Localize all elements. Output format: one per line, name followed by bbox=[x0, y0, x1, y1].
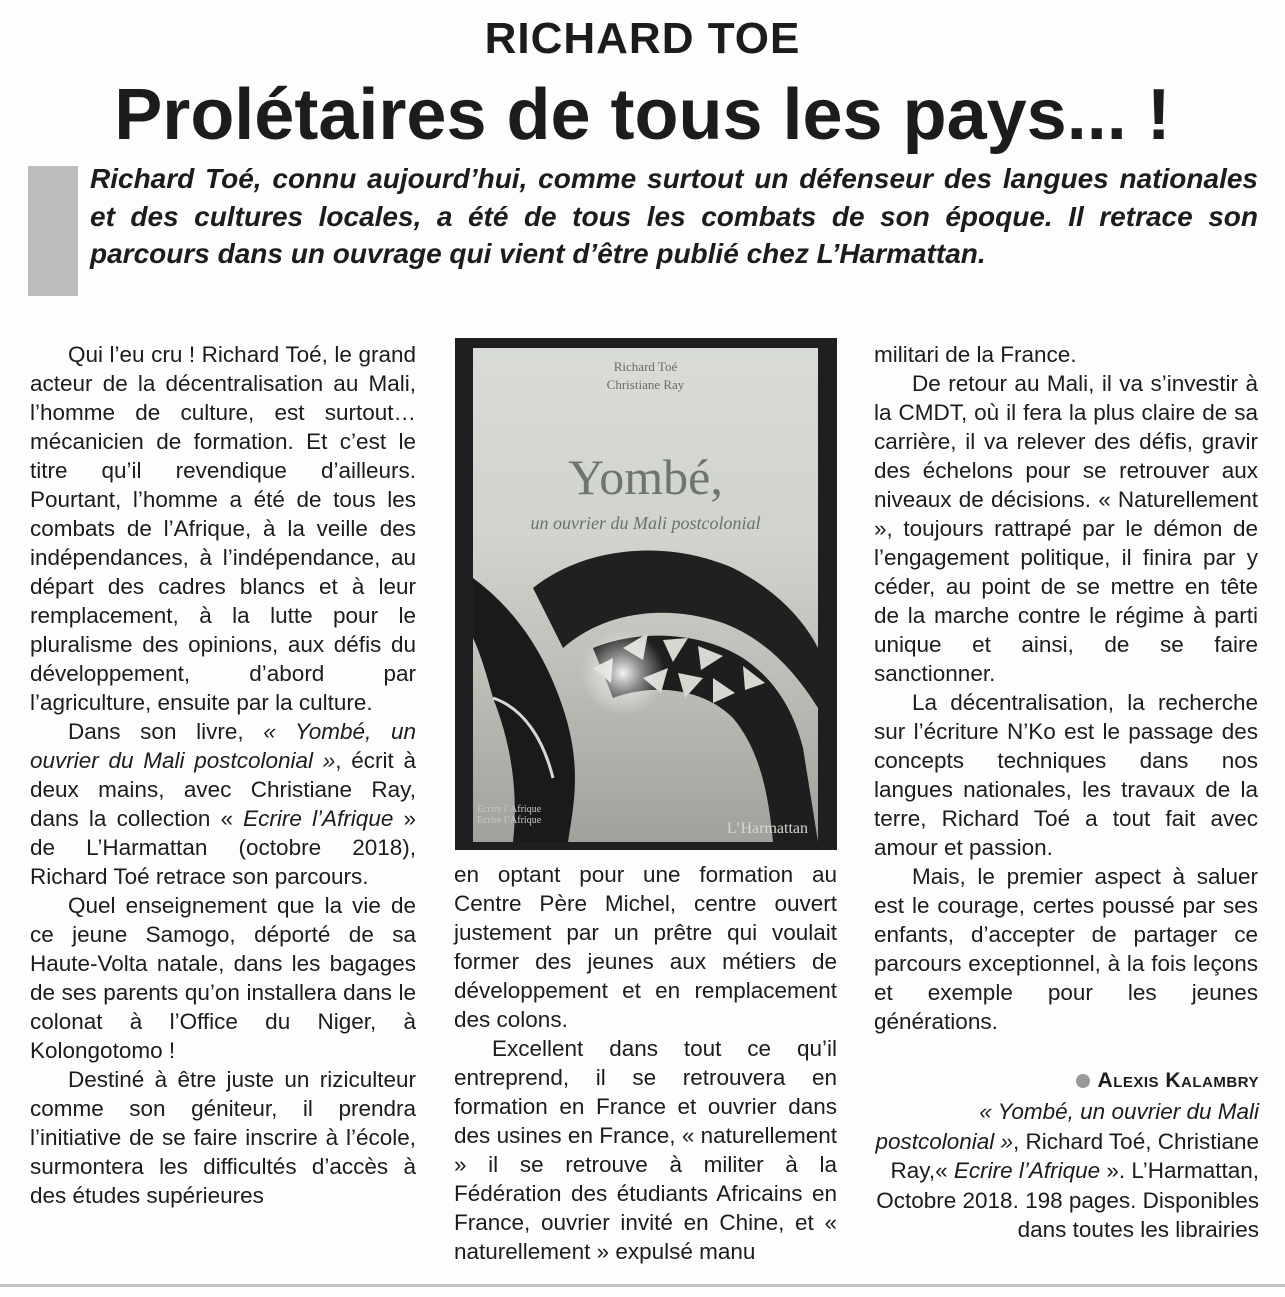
text-run: , écrit à deux mains, avec Christiane Ray, dans la collection « bbox=[30, 748, 416, 831]
byline-name: Alexis Kalambry bbox=[1097, 1069, 1259, 1092]
paragraph: De retour au Mali, il va s’investir à la CMDT, où il fera la plus claire de sa carrière, il va relever des défis, gravir des échelons pour se retrouver aux niveaux de décisions. « Naturellement », toujours rattrapé par le démon de l’engagement politique, il finira par y céder, au point de se mettre en tête de la marche contre le régime à parti unique et ainsi, de se faire sanctionner. bbox=[874, 371, 1258, 686]
cover-authors bbox=[473, 358, 818, 394]
article-column-1 bbox=[30, 340, 416, 1210]
paragraph: Qui l’eu cru ! Richard Toé, le grand acteur de la décentralisation au Mali, l’homme de culture, est surtout… mécanicien de formation. Et c’est le titre qu’il revendique d’ailleurs. Pourtant, l’homme a été de tous les combats de l’Afrique, à la veille des indépendances, à l’indépendance, au départ des cadres blancs et à leur remplacement, à la lutte pour le pluralisme des opinions, aux défis du développement, d’abord par l’agriculture, ensuite par la culture. bbox=[30, 342, 416, 715]
paragraph: militari de la France. bbox=[874, 342, 1077, 367]
text-run: Dans son livre, bbox=[68, 719, 264, 744]
article-column-2 bbox=[454, 860, 837, 1266]
collection-name: Ecrire l’Afrique bbox=[243, 806, 394, 831]
cover-author: Richard Toé bbox=[613, 359, 678, 374]
bullet-icon bbox=[1076, 1074, 1090, 1088]
article-lead: Richard Toé, connu aujourd’hui, comme surtout un défenseur des langues nationales et des cultures locales, a été de tous les combats de son époque. Il retrace son parcours dans un ouvrage qui vient d’être publié chez L’Harmattan. bbox=[90, 163, 1258, 269]
article-headline: Prolétaires de tous les pays... ! bbox=[114, 75, 1171, 155]
book-cover bbox=[473, 348, 818, 842]
collection-name: Ecrire l’Afrique bbox=[953, 1158, 1101, 1183]
paragraph: en optant pour une formation au Centre Père Michel, centre ouvert justement par un prêtre qui voulait former des jeunes aux métiers de développement et en remplacement des colons. bbox=[454, 862, 837, 1032]
cover-subtitle: un ouvrier du Mali postcolonial bbox=[530, 513, 761, 533]
book-title: « Yombé, un ouvrier du Mali postcolonial » bbox=[30, 719, 417, 773]
article-column-3 bbox=[874, 340, 1258, 1036]
book-reference bbox=[859, 1097, 1259, 1245]
paragraph: Quel enseignement que la vie de ce jeune Samogo, déporté de sa Haute-Volta natale, dans les bagages de ses parents qu’on installera dans le colonat à l’Office du Niger, à Kolongotomo ! bbox=[30, 893, 416, 1063]
paragraph: Excellent dans tout ce qu’il entreprend, il se retrouvera en formation en France et ouvrier dans des usines en France, « naturellement » il se retrouve à militer à la Fédération des étudiants Africains en France, ouvrier invité en Chine, et « naturellement » expulsé manu bbox=[454, 1036, 837, 1264]
cover-collection-line: Ecrire l’Afrique bbox=[477, 804, 542, 815]
paragraph: La décentralisation, la recherche sur l’écriture N’Ko est le passage des concepts techniques dans nos langues nationales, les travaux de la terre, Richard Toé a tout fait avec amour et passion. bbox=[874, 690, 1258, 860]
cover-author: Christiane Ray bbox=[606, 377, 685, 392]
paragraph: Destiné à être juste un riziculteur comme son géniteur, il prendra l’initiative de se faire inscrire à l’école, surmontera les difficultés d’accès à des études supérieures bbox=[30, 1067, 416, 1208]
cover-publisher: L’Harmattan bbox=[726, 820, 808, 837]
text-run: , Richard Toé, Christiane Ray,« bbox=[890, 1128, 1259, 1183]
book-title: « Yombé, un ouvrier du Mali postcolonial » bbox=[875, 1099, 1259, 1154]
bottom-rule bbox=[0, 1284, 1285, 1287]
cover-collection-line: Ecrire l’Afrique bbox=[477, 815, 542, 826]
article-byline bbox=[1076, 1069, 1259, 1093]
lead-accent-bar bbox=[28, 166, 78, 296]
text-run: » de L’Harmattan (octobre 2018), Richard Toé retrace son parcours. bbox=[30, 806, 417, 889]
book-cover-photo bbox=[455, 338, 837, 850]
cover-title: Yombé, bbox=[568, 449, 723, 505]
paragraph bbox=[30, 717, 416, 891]
cover-artwork bbox=[473, 348, 818, 842]
article-kicker: RICHARD TOE bbox=[484, 14, 801, 63]
cover-collection bbox=[477, 804, 541, 826]
paragraph: Mais, le premier aspect à saluer est le courage, certes poussé par ses enfants, d’accepter de partager ce parcours exceptionnel, à la fois leçons et exemple pour les jeunes générations. bbox=[874, 864, 1258, 1034]
text-run: ». L’Harmattan, Octobre 2018. 198 pages. Disponibles dans toutes les librairies bbox=[876, 1158, 1259, 1242]
